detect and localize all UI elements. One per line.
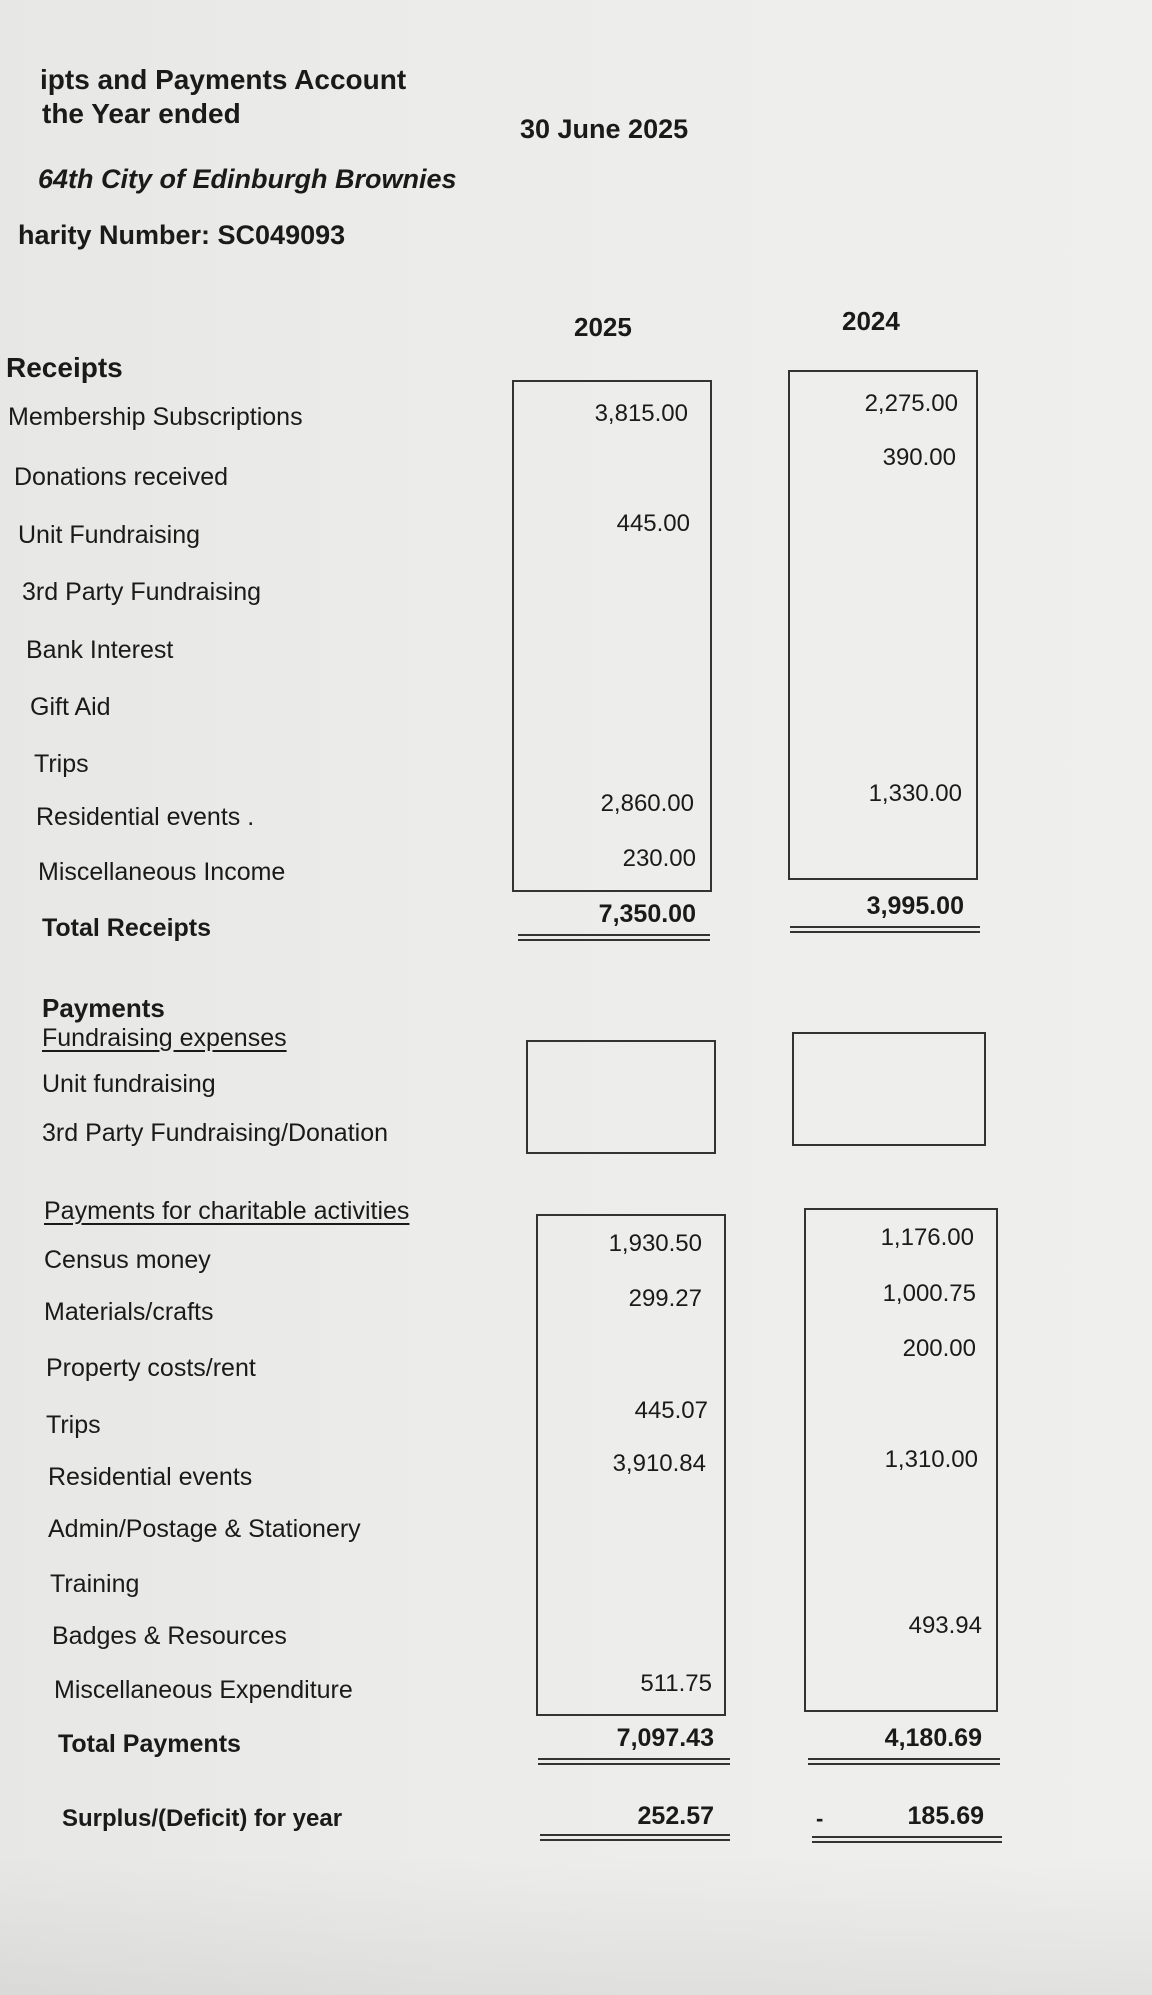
receipt-label: Bank Interest <box>26 636 174 664</box>
payment-label: 3rd Party Fundraising/Donation <box>42 1119 389 1147</box>
receipts-heading: Receipts <box>6 352 123 383</box>
total-receipts-2025: 7,350.00 <box>598 900 696 928</box>
receipt-value-2025: 2,860.00 <box>600 790 694 817</box>
surplus-2025: 252.57 <box>637 1802 714 1830</box>
fundraising-expenses-heading: Fundraising expenses <box>42 1024 287 1052</box>
column-header-2025: 2025 <box>574 312 632 342</box>
receipt-value-2024: 1,330.00 <box>868 780 962 807</box>
receipt-label: Unit Fundraising <box>18 521 201 549</box>
payment-value-2024: 200.00 <box>902 1335 976 1362</box>
payment-value-2025: 3,910.84 <box>612 1450 706 1477</box>
receipt-label: Residential events . <box>36 803 255 831</box>
receipt-label: Trips <box>34 750 89 778</box>
payment-value-2025: 299.27 <box>628 1285 702 1312</box>
total-payments-2025-rule <box>538 1758 730 1765</box>
receipt-label: 3rd Party Fundraising <box>22 578 262 606</box>
year-end-date: 30 June 2025 <box>520 114 689 144</box>
receipt-value-2025: 230.00 <box>622 845 696 872</box>
fundraising-2025-box <box>526 1040 716 1154</box>
surplus-2024-sign: - <box>816 1806 824 1831</box>
payment-value-2025: 1,930.50 <box>608 1230 702 1257</box>
document-title: ipts and Payments Account <box>40 64 407 95</box>
surplus-2025-rule <box>540 1834 730 1841</box>
payment-value-2024: 1,310.00 <box>884 1446 978 1473</box>
payment-label: Admin/Postage & Stationery <box>48 1515 361 1543</box>
payment-label: Materials/crafts <box>44 1298 214 1326</box>
total-payments-2024: 4,180.69 <box>884 1724 982 1752</box>
total-receipts-2025-rule <box>518 934 710 941</box>
receipt-label: Gift Aid <box>30 693 111 721</box>
receipt-label: Donations received <box>14 463 229 491</box>
payment-value-2024: 493.94 <box>908 1612 982 1639</box>
surplus-2024-rule <box>812 1836 1002 1843</box>
payment-value-2025: 511.75 <box>640 1670 712 1697</box>
payment-label: Unit fundraising <box>42 1070 216 1098</box>
total-payments-label: Total Payments <box>58 1730 241 1758</box>
payment-label: Property costs/rent <box>46 1354 256 1382</box>
payments-heading: Payments <box>42 993 165 1023</box>
charitable-activities-heading: Payments for charitable activities <box>44 1197 410 1225</box>
receipt-label: Miscellaneous Income <box>38 858 286 886</box>
receipt-value-2024: 2,275.00 <box>864 390 958 417</box>
receipt-value-2025: 445.00 <box>616 510 690 537</box>
payment-value-2025: 445.07 <box>634 1397 708 1424</box>
surplus-2024: 185.69 <box>907 1802 984 1830</box>
charity-number: harity Number: SC049093 <box>18 220 346 250</box>
total-receipts-2024: 3,995.00 <box>866 892 964 920</box>
payment-label: Residential events <box>48 1463 253 1491</box>
total-receipts-2024-rule <box>790 926 980 933</box>
payment-value-2024: 1,000.75 <box>882 1280 976 1307</box>
receipt-label: Membership Subscriptions <box>8 403 303 431</box>
payment-label: Badges & Resources <box>52 1622 287 1650</box>
payment-label: Census money <box>44 1246 211 1274</box>
column-header-2024: 2024 <box>842 306 900 336</box>
fundraising-2024-box <box>792 1032 986 1146</box>
surplus-label: Surplus/(Deficit) for year <box>62 1805 343 1832</box>
receipt-value-2025: 3,815.00 <box>594 400 688 427</box>
receipt-value-2024: 390.00 <box>882 444 956 471</box>
total-receipts-label: Total Receipts <box>42 914 212 942</box>
payment-label: Trips <box>46 1411 101 1439</box>
total-payments-2025: 7,097.43 <box>616 1724 714 1752</box>
payment-label: Training <box>50 1570 140 1598</box>
payment-value-2024: 1,176.00 <box>880 1224 974 1251</box>
organisation-name: 64th City of Edinburgh Brownies <box>38 164 457 194</box>
total-payments-2024-rule <box>808 1758 1000 1765</box>
payment-label: Miscellaneous Expenditure <box>54 1676 353 1704</box>
document-subtitle: the Year ended <box>42 98 241 129</box>
